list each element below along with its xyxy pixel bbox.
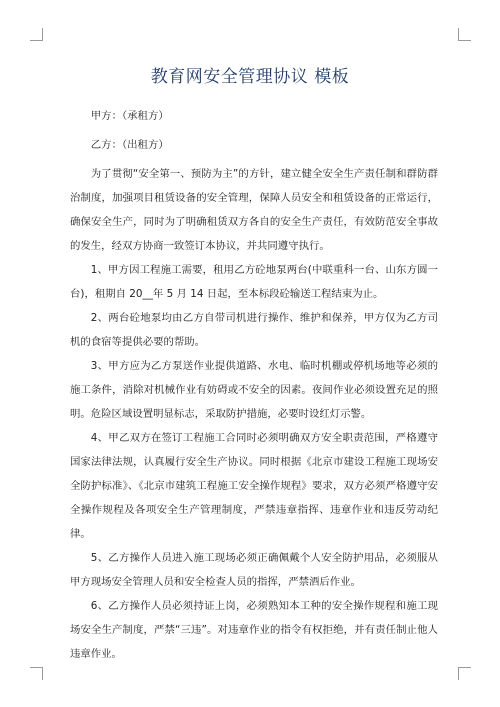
clause-3-paragraph: 3、甲方应为乙方泵送作业提供道路、水电、临时机棚或停机场地等必须的施工条件，消除对机械作业有妨碍或不安全的因素。夜间作业必须设置充足的照明。危险区域设置明显标志，采取防护措施，必要时设红灯示警。: [70, 360, 438, 420]
intro-paragraph: 为了贯彻“安全第一、预防为主”的方针，建立健全安全生产责任制和群防群治制度，加强项目租赁设备的安全管理，保障人员安全和租赁设备的正常运行，确保安全生产，同时为了明确租赁双方各自的安全生产责任，有效防范安全事故的发生，经双方协商一致签订本协议，并共同遵守执行。: [70, 168, 438, 252]
document-title: 教育网安全管理协议 模板: [150, 67, 350, 87]
party-b-line: 乙方：（出租方）: [90, 139, 169, 151]
clause-2-paragraph: 2、两台砼地泵均由乙方自带司机进行操作、维护和保养，甲方仅为乙方司机的食宿等提供必要的帮助。: [70, 312, 438, 348]
document-body: [70, 104, 438, 666]
crop-mark-top-right: [458, 28, 471, 41]
crop-mark-bottom-left: [30, 667, 43, 680]
clause-6-paragraph: 6、乙方操作人员必须持证上岗，必须熟知本工种的安全操作规程和施工现场安全生产制度，严禁“三违”。对违章作业的指令有权拒绝，并有责任制止他人违章作业。: [70, 600, 438, 660]
clause-1-paragraph: 1、甲方因工程施工需要，租用乙方砼地泵两台(中联重科一台、山东方圆一台)，租期自 20__年 5 月 14 日起，至本标段砼输送工程结束为止。: [70, 264, 438, 300]
crop-mark-bottom-right: [458, 667, 471, 680]
clause-4-paragraph: 4、甲乙双方在签订工程施工合同时必须明确双方安全职责范围，严格遵守国家法律法规，认真履行安全生产协议。同时根据《北京市建设工程施工现场安全防护标准》、《北京市建筑工程施工安全操作规程》要求，双方必须严格遵守安全操作规程及各项安全生产管理制度，严禁违章指挥、违章作业和违反劳动纪律。: [70, 432, 438, 540]
clause-5-paragraph: 5、乙方操作人员进入施工现场必须正确佩戴个人安全防护用品，必须服从甲方现场安全管理人员和安全检查人员的指挥，严禁酒后作业。: [70, 552, 438, 588]
party-a-line: 甲方：（承租方）: [90, 110, 169, 122]
crop-mark-top-left: [30, 28, 43, 41]
